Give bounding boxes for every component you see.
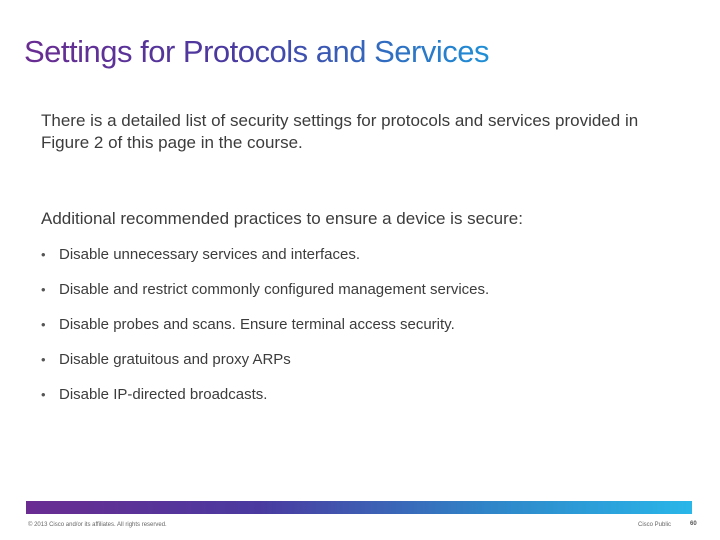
page-number: 60: [690, 521, 697, 527]
list-item: [41, 349, 489, 384]
list-item-text: Disable IP-directed broadcasts.: [59, 386, 268, 403]
intro-paragraph: There is a detailed list of security settings for protocols and services provided in Figure 2 of this page in the course.: [41, 111, 639, 152]
slide-title: Settings for Protocols and Services: [24, 34, 489, 69]
list-item-text: Disable probes and scans. Ensure terminal access security.: [59, 316, 455, 333]
list-item-text: Disable gratuitous and proxy ARPs: [59, 351, 291, 368]
practices-list: [41, 244, 489, 419]
bullet-icon: •: [41, 387, 46, 402]
list-item: [41, 384, 489, 419]
list-item: [41, 244, 489, 279]
footer-gradient-bar: [26, 501, 692, 514]
bullet-icon: •: [41, 352, 46, 367]
list-item: [41, 279, 489, 314]
footer-copyright: © 2013 Cisco and/or its affiliates. All rights reserved.: [28, 522, 167, 528]
list-item-text: Disable unnecessary services and interfaces.: [59, 246, 360, 263]
footer-classification: Cisco Public: [638, 522, 672, 528]
practices-heading: Additional recommended practices to ensure a device is secure:: [41, 209, 523, 228]
bullet-icon: •: [41, 317, 46, 332]
list-item-text: Disable and restrict commonly configured management services.: [59, 281, 490, 298]
list-item: [41, 314, 489, 349]
bullet-icon: •: [41, 247, 46, 262]
bullet-icon: •: [41, 282, 46, 297]
